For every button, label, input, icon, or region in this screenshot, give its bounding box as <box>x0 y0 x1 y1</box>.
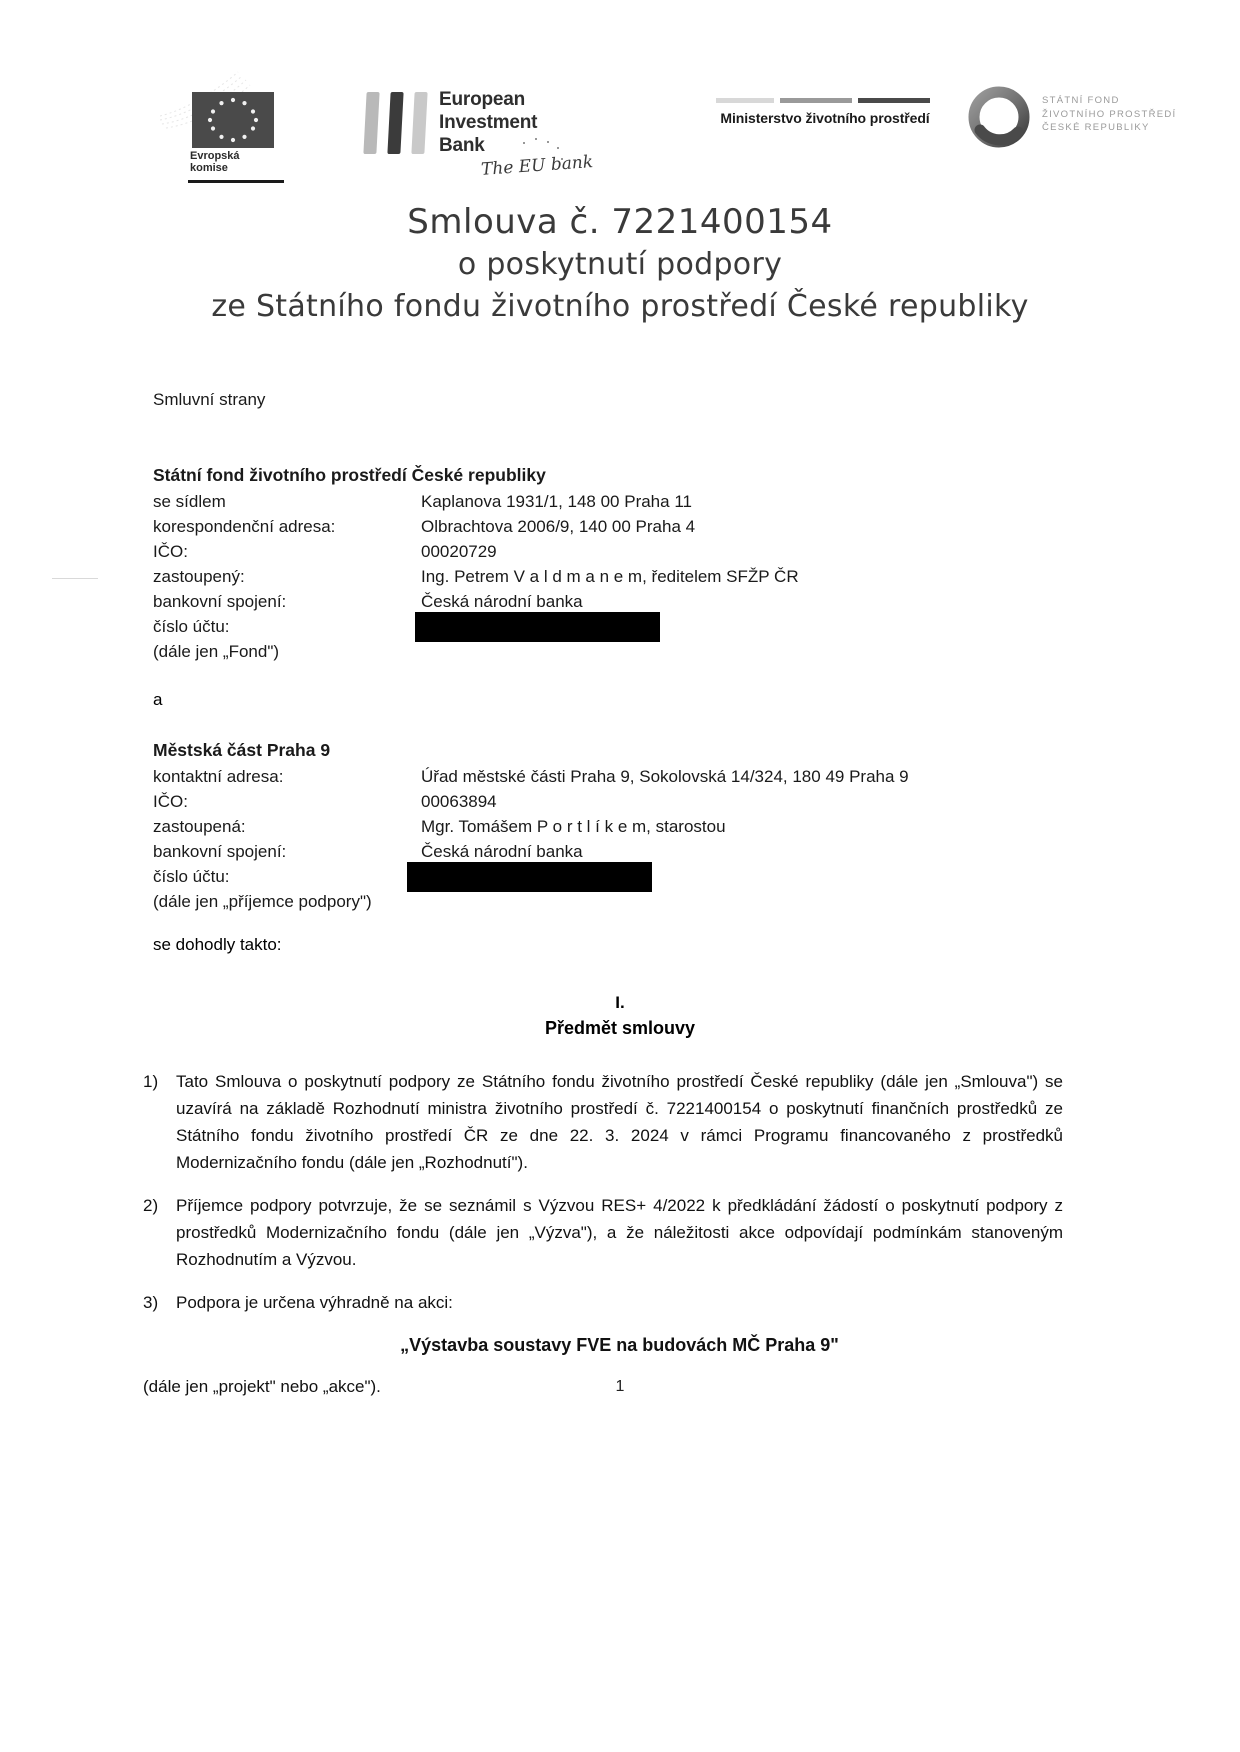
value-recipient-ico: 00063894 <box>421 792 497 811</box>
party-fund-row-seat <box>153 489 1053 514</box>
page-number: 1 <box>615 1378 625 1395</box>
label-contact-address: kontaktní adresa: <box>153 767 284 786</box>
party-fund-name: Státní fond životního prostředí České republiky <box>153 465 546 485</box>
header-logo-strip <box>150 58 1177 180</box>
value-contact-address: Úřad městské části Praha 9, Sokolovská 14/324, 180 49 Praha 9 <box>421 767 909 786</box>
party-fund-row-bank <box>153 589 1053 614</box>
party-recipient-alias: (dále jen „příjemce podpory") <box>153 892 372 911</box>
ec-caption-line2: komise <box>190 162 228 174</box>
article-clauses <box>143 1068 1063 1416</box>
sfzp-label-line1: STÁTNÍ FOND <box>1042 95 1120 106</box>
party-fund-alias: (dále jen „Fond") <box>153 642 280 661</box>
sfzp-label-line2: ŽIVOTNÍHO PROSTŘEDÍ <box>1042 108 1177 120</box>
value-seat: Kaplanova 1931/1, 148 00 Praha 11 <box>421 492 692 511</box>
scan-artifact <box>52 578 98 579</box>
mzp-dashes-icon <box>716 96 930 104</box>
redaction-box-recipient-account <box>407 862 652 892</box>
ec-caption <box>190 150 290 174</box>
project-alias: (dále jen „projekt" nebo „akce"). <box>143 1377 381 1396</box>
clause-2-text: Příjemce podpory potvrzuje, že se seznámil s Výzvou RES+ 4/2022 k předkládání žádostí o poskytnutí podpory z prostředků Modernizačního fondu (dále jen „Výzva"), a že náležitosti akce odpovídají podmínkám stanoveným Rozhodnutím a Výzvou. <box>176 1196 1063 1269</box>
value-correspondence: Olbrachtova 2006/9, 140 00 Praha 4 <box>421 517 696 536</box>
party-recipient-row-ico <box>153 789 1053 814</box>
value-recipient-represented: Mgr. Tomášem P o r t l í k e m, starostou <box>421 817 726 836</box>
eib-name-line2: Investment <box>439 112 538 133</box>
eib-name-line3: Bank <box>439 135 485 156</box>
sfzp-logo <box>960 80 1240 170</box>
value-ico: 00020729 <box>421 542 497 561</box>
label-correspondence: korespondenční adresa: <box>153 517 336 536</box>
party-fund-row-correspondence <box>153 514 1053 539</box>
party-fund-row-represented <box>153 564 1053 589</box>
party-recipient-row-bank <box>153 839 1053 864</box>
parties-heading: Smluvní strany <box>153 390 266 409</box>
european-investment-bank-logo <box>365 86 645 186</box>
title-line-subject: o poskytnutí podpory <box>457 247 783 282</box>
clause-2-marker: 2) <box>143 1196 159 1215</box>
clause-2 <box>143 1192 1063 1273</box>
label-account: číslo účtu: <box>153 617 230 636</box>
label-seat: se sídlem <box>153 492 226 511</box>
eib-bar-right-icon <box>411 92 427 154</box>
european-commission-logo <box>160 70 290 174</box>
redaction-box-fund-account <box>415 612 660 642</box>
parties-conjunction: a <box>153 690 163 709</box>
article-number: I. <box>615 993 625 1012</box>
eib-name-line1: European <box>439 89 526 110</box>
project-name: „Výstavba soustavy FVE na budovách MČ Praha 9" <box>400 1335 839 1355</box>
party-recipient-row-contact <box>153 764 1053 789</box>
ministry-of-environment-logo <box>710 88 950 168</box>
label-recipient-account: číslo účtu: <box>153 867 230 886</box>
article-heading: Předmět smlouvy <box>544 1018 696 1038</box>
sfzp-label-line3: ČESKÉ REPUBLIKY <box>1042 122 1150 133</box>
label-ico: IČO: <box>153 542 188 561</box>
clause-3-marker: 3) <box>143 1293 159 1312</box>
label-recipient-represented: zastoupená: <box>153 817 246 836</box>
clause-1 <box>143 1068 1063 1176</box>
eu-stars-icon <box>192 92 274 148</box>
party-fund-row-ico <box>153 539 1053 564</box>
party-recipient-name: Městská část Praha 9 <box>153 740 331 760</box>
agreement-line: se dohodly takto: <box>153 935 282 954</box>
label-recipient-bank: bankovní spojení: <box>153 842 287 861</box>
title-line-contract-number: Smlouva č. 7221400154 <box>407 202 833 242</box>
article-header <box>120 990 1120 1041</box>
value-represented: Ing. Petrem V a l d m a n e m, ředitelem SFŽP ČR <box>421 567 799 586</box>
document-title <box>120 200 1120 328</box>
clause-1-text: Tato Smlouva o poskytnutí podpory ze Státního fondu životního prostředí České republiky (dále jen „Smlouva") se uzavírá na základě Rozhodnutí ministra životního prostředí č. 7221400154 o poskytnutí finančních prostředků ze Státního fondu životního prostředí ČR ze dne 22. 3. 2024 v rámci Programu financovaného z prostředků Modernizačního fondu (dále jen „Rozhodnutí"). <box>176 1072 1063 1172</box>
value-recipient-bank: Česká národní banka <box>421 842 583 861</box>
mzp-label: Ministerstvo životního prostředí <box>720 110 930 126</box>
label-recipient-ico: IČO: <box>153 792 188 811</box>
value-bank: Česká národní banka <box>421 592 583 611</box>
title-line-fund: ze Státního fondu životního prostředí České republiky <box>211 289 1029 324</box>
eib-bars-icon <box>363 92 379 154</box>
label-bank: bankovní spojení: <box>153 592 287 611</box>
label-represented: zastoupený: <box>153 567 245 586</box>
eib-bar-middle-icon <box>387 92 403 154</box>
sfzp-label <box>1042 94 1176 135</box>
sfzp-ring-icon <box>968 86 1030 148</box>
clause-3-text: Podpora je určena výhradně na akci: <box>176 1293 453 1312</box>
ec-underline <box>188 180 284 183</box>
ec-caption-line1: Evropská <box>190 150 240 162</box>
clause-1-marker: 1) <box>143 1072 159 1091</box>
eib-tagline: The EU bank <box>480 152 594 180</box>
party-recipient-row-represented <box>153 814 1053 839</box>
